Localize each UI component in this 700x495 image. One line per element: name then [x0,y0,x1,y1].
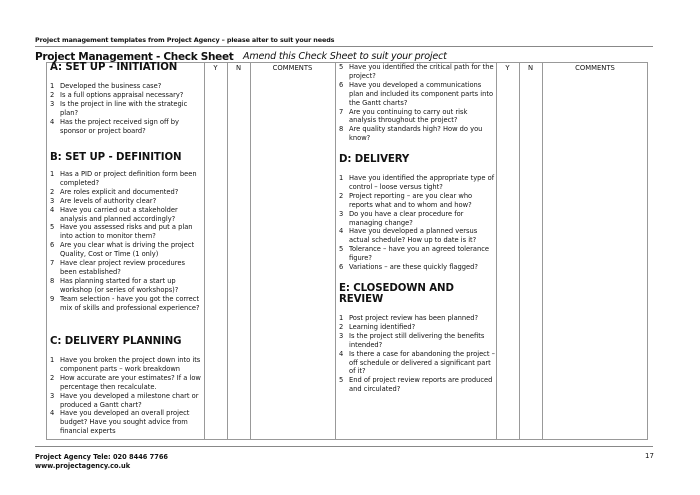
item-number: 2 [339,322,344,331]
header-y-left: Y [213,64,218,72]
document-title: Project Management - Check Sheet [35,51,234,63]
item-text: Have you assessed risks and put a plan into action to monitor them? [60,223,193,241]
item-text: Have you developed a planned versus actual schedule? How up to date is it? [349,227,478,245]
item-text: Learning identified? [349,322,416,331]
item-number: 5 [339,63,344,71]
list-item [50,91,202,100]
item-text: Post project review has been planned? [349,314,479,322]
item-number: 4 [50,205,55,214]
list-item [339,332,495,350]
item-text: Have you identified the critical path for the project? [349,63,494,80]
list-item [339,376,495,394]
item-number: 4 [50,117,55,126]
item-text: Have you carried out a stakeholder analysis and planned accordingly? [60,205,178,223]
section-c-items [50,356,202,436]
answer-cell-y-right[interactable] [497,73,519,439]
page-header: Project management templates from Project Agency – please alter to suit your needs [35,36,335,44]
item-text: Is a full options appraisal necessary? [60,90,184,99]
item-text: Have you developed a communications plan and included its component parts into the Gantt charts? [349,80,494,107]
list-item [50,197,202,206]
header-y-right: Y [505,64,510,72]
footer-divider [35,446,653,447]
header-n-right: N [527,64,534,72]
item-text: Do you have a clear procedure for managing change? [349,209,464,227]
item-number: 5 [339,376,344,385]
item-text: Have you developed an overall project budget? Have you sought advice from financial experts [60,409,190,436]
item-number: 1 [50,82,55,90]
item-text: Is the project in line with the strategic plan? [60,99,188,117]
item-text: How accurate are your estimates? If a low percentage then recalculate. [60,373,201,391]
header-divider [35,46,653,47]
check-sheet-table [46,62,648,440]
footer-contact: Project Agency Tele: 020 8446 7766 [35,453,169,461]
item-number: 3 [50,99,55,108]
item-text: Project reporting – are you clear who reports what and to whom and how? [349,191,473,209]
item-text: Has the project received sign off by sponsor or project board? [60,117,179,135]
section-e-items [339,314,495,394]
item-number: 4 [50,409,55,418]
item-number: 3 [50,391,55,400]
list-item [339,245,495,263]
list-item [50,100,202,118]
list-item [339,227,495,245]
section-b [50,152,202,313]
item-number: 6 [339,263,344,272]
item-text: Has a PID or project definition form been completed? [60,170,197,187]
item-number: 4 [339,227,344,236]
document-subtitle: Amend this Check Sheet to suit your project [243,51,447,62]
list-item [339,323,495,332]
item-number: 3 [50,196,55,205]
item-number: 4 [339,349,344,358]
item-number: 9 [50,294,55,303]
list-item [339,314,495,323]
item-text: Are roles explicit and documented? [60,187,179,196]
item-text: Developed the business case? [60,82,162,90]
section-a-title: A: SET UP - INITIATION [50,62,178,73]
item-number: 6 [50,241,55,250]
section-c-title: C: DELIVERY PLANNING [50,336,182,347]
answer-cell-n-left[interactable] [228,73,250,439]
item-text: Have you broken the project down into its component parts – work breakdown [60,356,201,373]
item-text: Are levels of authority clear? [60,196,157,205]
item-number: 3 [339,209,344,218]
list-item [50,277,202,295]
list-item [50,82,202,91]
item-number: 7 [339,107,344,116]
answer-cell-n-right[interactable] [520,73,542,439]
header-n-left: N [235,64,242,72]
section-b-title: B: SET UP - DEFINITION [50,152,182,163]
list-item [339,192,495,210]
list-item [50,241,202,259]
footer-website[interactable]: www.projectagency.co.uk [35,462,131,470]
item-number: 5 [339,245,344,254]
list-item [50,295,202,313]
page-number: 17 [645,452,654,460]
section-e-title: E: CLOSEDOWN AND REVIEW [339,283,454,305]
item-number: 7 [50,259,55,268]
list-item [339,125,495,143]
list-item [50,170,202,188]
list-item [339,63,495,81]
list-item [50,118,202,136]
item-text: Is there a case for abandoning the project – off schedule or delivered a significant part of it? [349,349,495,376]
section-d-title: D: DELIVERY [339,154,410,165]
item-number: 2 [50,187,55,196]
item-text: Have clear project review procedures been established? [60,259,185,276]
list-item [50,392,202,410]
list-item [50,259,202,277]
section-c [50,336,202,436]
list-item [339,81,495,108]
item-number: 8 [339,125,344,134]
item-text: Have you identified the appropriate type of control – loose versus tight? [349,174,495,191]
item-number: 5 [50,223,55,232]
section-a-items [50,82,202,135]
item-text: End of project review reports are produced and circulated? [349,376,493,394]
section-d-items [339,174,495,272]
item-number: 2 [50,373,55,382]
list-item [339,350,495,377]
item-text: Team selection - have you got the correct mix of skills and professional experience? [60,294,200,312]
item-number: 3 [339,331,344,340]
item-text: Are quality standards high? How do you know? [349,125,483,143]
list-item [339,174,495,192]
list-item [50,206,202,224]
item-number: 2 [339,191,344,200]
item-number: 1 [50,356,55,364]
item-text: Has planning started for a start up workshop (or series of workshops)? [60,276,179,294]
list-item [50,356,202,374]
item-text: Tolerance – have you an agreed tolerance figure? [349,245,490,263]
comments-cell-right[interactable] [543,73,648,439]
list-item [50,223,202,241]
list-item [339,263,495,272]
item-text: Is the project still delivering the benefits intended? [349,331,485,349]
header-comments-left: COMMENTS [272,64,313,72]
item-number: 6 [339,80,344,89]
column-divider [335,63,336,439]
comments-cell-left[interactable] [251,73,335,439]
list-item [339,108,495,126]
item-number: 8 [50,276,55,285]
list-item [50,374,202,392]
section-d [339,154,495,272]
header-comments-right: COMMENTS [575,64,615,72]
item-number: 1 [339,314,344,322]
item-text: Are you continuing to carry out risk analysis throughout the project? [349,107,468,125]
section-c-continued-items [339,63,495,143]
item-text: Are you clear what is driving the project Quality, Cost or Time (1 only) [60,241,195,259]
item-number: 1 [339,174,344,182]
section-e [339,283,495,394]
item-number: 1 [50,170,55,178]
list-item [50,409,202,436]
list-item [50,188,202,197]
item-text: Have you developed a milestone chart or produced a Gantt chart? [60,391,199,409]
list-item [339,210,495,228]
answer-cell-y-left[interactable] [205,73,227,439]
section-a [50,63,202,135]
item-number: 2 [50,90,55,99]
section-b-items [50,170,202,313]
item-text: Variations – are these quickly flagged? [349,263,478,272]
